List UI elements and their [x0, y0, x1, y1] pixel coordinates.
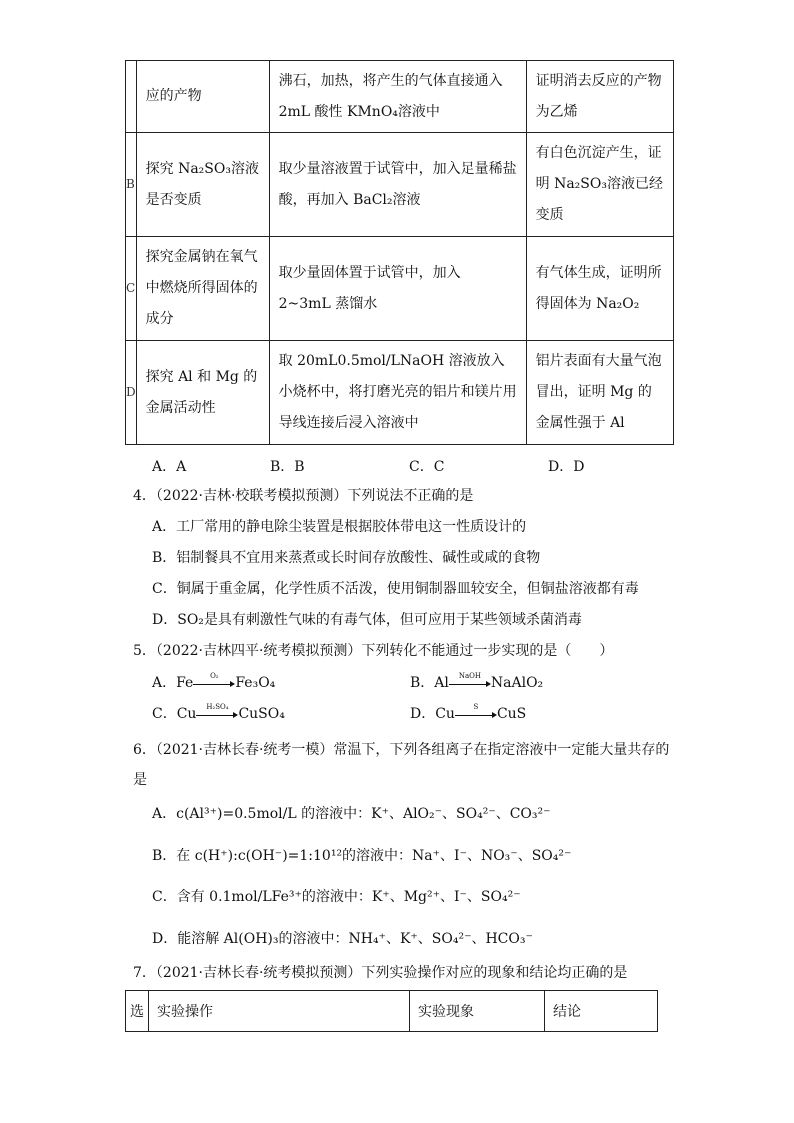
product: Fe₃O₄: [235, 675, 276, 691]
q5-option-a: [152, 672, 275, 692]
operation-cell: 取 20mL0.5mol/LNaOH 溶液放入小烧杯中，将打磨光亮的铝片和镁片用导线连接后浸入溶液中: [269, 341, 526, 445]
reaction-condition: NaOH: [458, 672, 481, 680]
row-label: [126, 61, 137, 133]
q6-option-d: D．能溶解 Al(OH)₃的溶液中：NH₄⁺、K⁺、SO₄²⁻、HCO₃⁻: [152, 931, 533, 947]
experiment-table: [125, 60, 674, 445]
operation-cell: 沸石，加热，将产生的气体直接通入 2mL 酸性 KMnO₄溶液中: [269, 61, 526, 133]
q4-option-c: C．铜属于重金属，化学性质不活泼，使用铜制器皿较安全，但铜盐溶液都有毒: [152, 581, 639, 597]
table-row: [126, 237, 674, 341]
conclusion-cell: 有气体生成，证明所得固体为 Na₂O₂: [526, 237, 673, 341]
question-6-stem: 6．（2021·吉林长春·统考一模）常温下，下列各组离子在指定溶液中一定能大量共存的是: [133, 742, 670, 788]
option-c: C．C: [409, 459, 445, 475]
conclusion-cell: 铝片表面有大量气泡冒出，证明 Mg 的金属性强于 Al: [526, 341, 673, 445]
question-4-stem: 4．（2022·吉林·校联考模拟预测）下列说法不正确的是: [133, 488, 474, 504]
reaction-condition: S: [473, 703, 479, 711]
header-phenomenon: 实验现象: [410, 991, 545, 1032]
option-d: D．D: [548, 459, 585, 475]
row-label: C: [126, 237, 137, 341]
purpose-cell: 探究金属钠在氧气中燃烧所得固体的成分: [136, 237, 269, 341]
question-7-stem: 7．（2021·吉林长春·统考模拟预测）下列实验操作对应的现象和结论均正确的是: [133, 965, 628, 981]
q5-option-c: [152, 703, 285, 723]
q4-option-b: B．铝制餐具不宜用来蒸煮或长时间存放酸性、碱性或咸的食物: [152, 550, 541, 566]
q6-option-b: B．在 c(H⁺):c(OH⁻)=1:10¹²的溶液中：Na⁺、I⁻、NO₃⁻、SO₄²⁻: [152, 848, 572, 864]
reaction-arrow: [455, 703, 497, 720]
reactant: A．Fe: [152, 675, 194, 691]
q4-option-a: A．工厂常用的静电除尘装置是根据胶体带电这一性质设计的: [152, 519, 527, 535]
table-row: [126, 341, 674, 445]
reactant: C．Cu: [152, 706, 197, 722]
header-operation: 实验操作: [149, 991, 410, 1032]
product: CuS: [496, 706, 527, 722]
reaction-condition: O₂: [210, 672, 219, 680]
q7-table: [125, 990, 658, 1032]
question-5-stem: 5．（2022·吉林四平·统考模拟预测）下列转化不能通过一步实现的是（ ）: [133, 643, 614, 659]
option-a: A．A: [152, 459, 187, 475]
q6-option-c: C．含有 0.1mol/LFe³⁺的溶液中：K⁺、Mg²⁺、I⁻、SO₄²⁻: [152, 889, 521, 905]
table-header-row: [126, 991, 658, 1032]
conclusion-cell: 有白色沉淀产生，证明 Na₂SO₃溶液已经变质: [526, 133, 673, 237]
q6-option-a: A．c(Al³⁺)=0.5mol/L 的溶液中：K⁺、AlO₂⁻、SO₄²⁻、CO₃²⁻: [152, 806, 551, 822]
reaction-arrow: [193, 672, 235, 689]
header-option: 选: [126, 991, 149, 1032]
purpose-cell: 应的产物: [136, 61, 269, 133]
table-row: [126, 61, 674, 133]
table-row: [126, 133, 674, 237]
reactant: B．Al: [410, 675, 449, 691]
q5-option-d: [410, 703, 526, 723]
option-b: B．B: [270, 459, 305, 475]
reaction-arrow: [449, 672, 491, 689]
reactant: D．Cu: [410, 706, 455, 722]
q5-option-b: [410, 672, 543, 692]
q4-option-d: D．SO₂是具有刺激性气味的有毒气体，但可应用于某些领域杀菌消毒: [152, 612, 582, 628]
reaction-condition: H₂SO₄: [206, 703, 229, 711]
purpose-cell: 探究 Na₂SO₃溶液是否变质: [136, 133, 269, 237]
product: NaAlO₂: [490, 675, 544, 691]
header-conclusion: 结论: [545, 991, 658, 1032]
purpose-cell: 探究 Al 和 Mg 的金属活动性: [136, 341, 269, 445]
row-label: B: [126, 133, 137, 237]
operation-cell: 取少量固体置于试管中，加入 2~3mL 蒸馏水: [269, 237, 526, 341]
operation-cell: 取少量溶液置于试管中，加入足量稀盐酸，再加入 BaCl₂溶液: [269, 133, 526, 237]
reaction-arrow: [196, 703, 238, 720]
conclusion-cell: 证明消去反应的产物为乙烯: [526, 61, 673, 133]
product: CuSO₄: [238, 706, 285, 722]
row-label: D: [126, 341, 137, 445]
